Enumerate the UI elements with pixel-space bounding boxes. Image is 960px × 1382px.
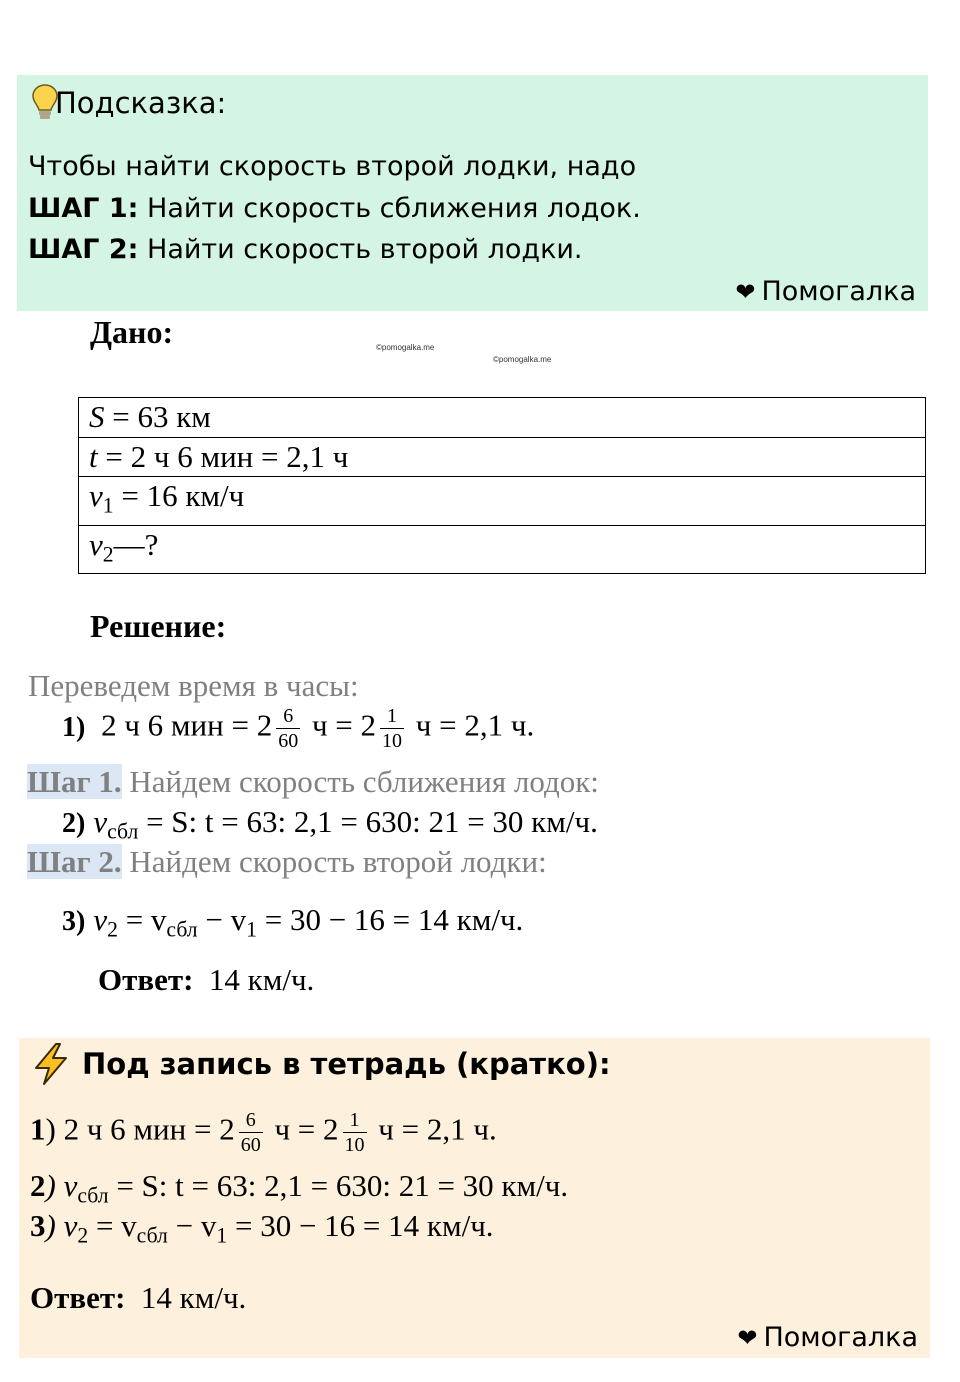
given-row [79, 525, 926, 574]
notebook-line-2 [30, 1168, 568, 1209]
given-table [78, 397, 926, 574]
solution-line-2 [62, 804, 598, 845]
expr-sub: сбл [107, 819, 139, 844]
line-number: 1 [30, 1111, 46, 1147]
numerator: 1 [387, 705, 398, 727]
numerator: 6 [245, 1109, 256, 1131]
notebook-line-3 [30, 1208, 494, 1249]
expr-part: = S: t = 63: 2,1 = 630: 21 = 30 км/ч. [108, 1168, 569, 1203]
notebook-brand [737, 1322, 918, 1353]
line-number: 3 [30, 1208, 46, 1243]
expr-part: − v [197, 902, 247, 937]
hint-intro: Чтобы найти скорость второй лодки, надо [28, 151, 637, 182]
answer-label: Ответ: [98, 962, 194, 997]
given-var: v [89, 526, 103, 562]
given-var: t [89, 438, 98, 474]
expr-var: ) v [45, 1168, 78, 1203]
answer-value: 14 км/ч. [193, 962, 315, 997]
denominator: 60 [240, 1134, 261, 1156]
given-heading: Дано: [90, 314, 174, 350]
line-number: 3) [62, 906, 86, 937]
expr-sub: 1 [216, 1223, 228, 1248]
hint-step-1-label: ШАГ 1: [28, 193, 139, 224]
hint-step-1-text: Найти скорость сближения лодок. [138, 193, 641, 224]
expr-part: = S: t = 63: 2,1 = 630: 21 = 30 км/ч. [138, 804, 598, 839]
expr-part: = 30 − 16 = 14 км/ч. [256, 902, 524, 937]
heart-icon: ❤ [735, 278, 756, 306]
expr-sub: сбл [77, 1183, 109, 1208]
given-var: v [89, 478, 103, 513]
line-number: 2) [62, 808, 86, 839]
given-sub: 2 [102, 542, 114, 566]
expr-part: ч = 2,1 ч. [408, 707, 535, 743]
fraction [380, 704, 404, 753]
expr-part: − v [167, 1208, 217, 1243]
line-number: 1) [62, 711, 86, 743]
expr-sub: 2 [107, 917, 118, 942]
hint-brand-label: Помогалка [761, 276, 916, 307]
answer-label: Ответ: [30, 1280, 126, 1315]
given-row [79, 398, 926, 438]
expr-part: = v [117, 902, 167, 937]
watermark: ©pomogalka.me [376, 343, 435, 352]
heart-icon: ❤ [737, 1324, 758, 1352]
step-1-heading [27, 764, 599, 800]
expr-var: ) v [45, 1208, 78, 1243]
fraction [239, 1108, 263, 1157]
expr-sub: сбл [166, 917, 198, 942]
step-1-text: Найдем скорость сближения лодок: [121, 764, 599, 799]
given-sub: 1 [102, 493, 114, 518]
given-value: = 16 км/ч [113, 478, 245, 513]
denominator: 10 [344, 1134, 365, 1156]
lightning-icon [30, 1042, 72, 1086]
numerator: 6 [283, 705, 294, 727]
step-2-label: Шаг 2. [27, 844, 122, 879]
expr-var: v [93, 902, 108, 937]
expr-part: ч = 2 [304, 707, 377, 743]
given-value: = 63 км [104, 399, 211, 435]
notebook-line-1 [30, 1108, 497, 1157]
hint-step-2-label: ШАГ 2: [28, 234, 139, 265]
solution-line-1 [62, 704, 534, 753]
notebook-title: Под запись в тетрадь (кратко): [82, 1047, 611, 1081]
solution-heading: Решение: [90, 608, 227, 644]
expr-sub: 2 [77, 1223, 89, 1248]
denominator: 10 [382, 730, 403, 752]
hint-step-1 [28, 193, 641, 224]
fraction [343, 1108, 367, 1157]
expr-part: ч = 2,1 ч. [370, 1111, 497, 1147]
notebook-brand-label: Помогалка [763, 1322, 918, 1353]
expr-part: ч = 2 [266, 1111, 339, 1147]
hint-step-2 [28, 234, 583, 265]
expr-part: = 30 − 16 = 14 км/ч. [227, 1208, 494, 1243]
step-1-label: Шаг 1. [27, 764, 122, 799]
expr-var: v [93, 804, 108, 839]
solution-answer [98, 962, 314, 998]
numerator: 1 [349, 1109, 360, 1131]
step-2-text: Найдем скорость второй лодки: [121, 844, 547, 879]
given-value: = 2 ч 6 мин = 2,1 ч [97, 438, 349, 474]
solution-line-3 [62, 902, 523, 943]
hint-title: Подсказка: [55, 86, 227, 120]
expr-part: ) 2 ч 6 мин = 2 [45, 1111, 235, 1147]
watermark: ©pomogalka.me [493, 355, 552, 364]
hint-brand [735, 276, 916, 307]
given-row [79, 477, 926, 526]
expr-part: 2 ч 6 мин = 2 [93, 707, 273, 743]
given-value: —? [113, 526, 159, 562]
given-var: S [89, 399, 105, 435]
expr-sub: сбл [136, 1223, 168, 1248]
given-row [79, 437, 926, 477]
expr-sub: 1 [246, 917, 257, 942]
denominator: 60 [278, 730, 299, 752]
line-number: 2 [30, 1168, 46, 1203]
fraction [276, 704, 300, 753]
answer-value: 14 км/ч. [125, 1280, 247, 1315]
expr-part: = v [88, 1208, 137, 1243]
notebook-answer [30, 1280, 246, 1316]
solution-intro: Переведем время в часы: [28, 668, 359, 703]
hint-step-2-text: Найти скорость второй лодки. [138, 234, 583, 265]
step-2-heading [27, 844, 547, 880]
